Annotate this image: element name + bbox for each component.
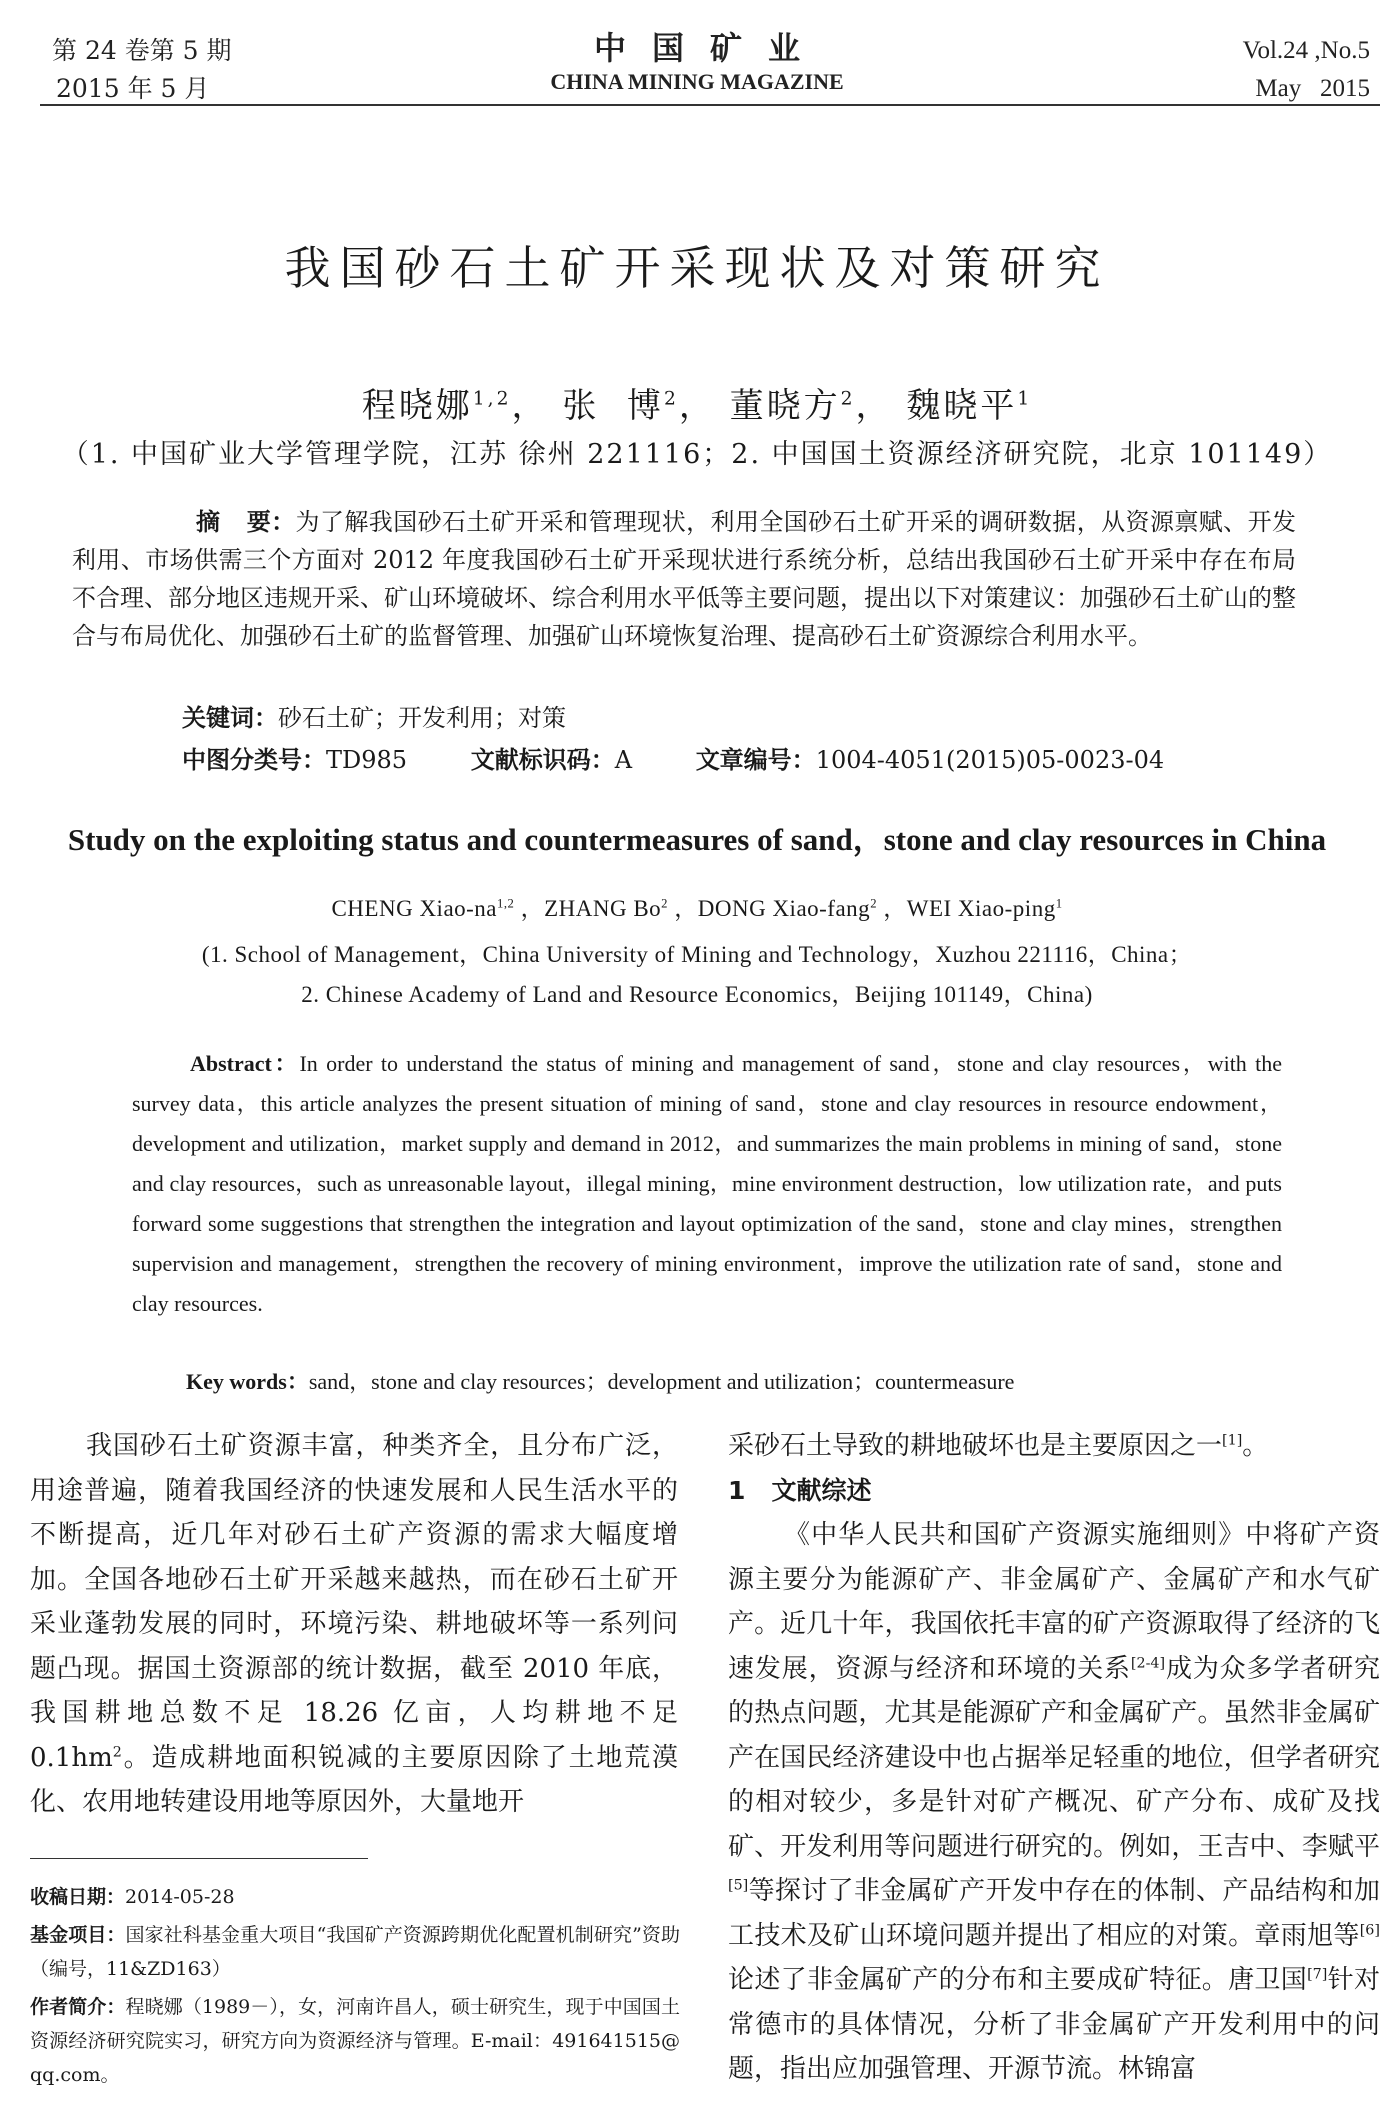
paragraph-text: 论述了非金属矿产的分布和主要成矿特征。唐卫国: [728, 1965, 1308, 1995]
right-first-paragraph: [728, 1424, 1380, 1469]
author-affil-mark: 2: [840, 388, 856, 410]
authors-cn: [0, 378, 1394, 427]
body-right-column: [728, 1424, 1380, 2092]
footnote-fund: [30, 1918, 680, 1986]
citation: [5]: [728, 1877, 749, 1894]
volume-en: Vol.24 ,No.5: [1242, 37, 1370, 64]
received-label: 收稿日期：: [30, 1886, 126, 1908]
footnotes: [30, 1880, 680, 2096]
affiliation-cn: （1. 中国矿业大学管理学院，江苏 徐州 221116；2. 中国国土资源经济研究院，北京 101149）: [61, 439, 1333, 470]
authors-en: [0, 890, 1394, 923]
fund-text: 国家社科基金重大项目“我国矿产资源跨期优化配置机制研究”资助（编号，11&ZD163）: [30, 1924, 680, 1980]
author-name-en: ，WEI Xiao-ping: [883, 896, 1056, 921]
keywords-en: [186, 1364, 1014, 1400]
keywords-cn-text: 砂石土矿；开发利用；对策: [278, 704, 566, 732]
abstract-cn: [72, 503, 1296, 655]
abstract-cn-text: 为了解我国砂石土矿开采和管理现状，利用全国砂石土矿开采的调研数据，从资源禀赋、开发利用、市场供需三个方面对 2012 年度我国砂石土矿开采现状进行系统分析，总结出我国砂石土矿开采中存在布局不合理、部分地区违规开采、矿山环境破坏、综合利用水平低等主要问题，提出以下对策建议：加强砂石土矿山的整合与布局优化、加强砂石土矿的监督管理、加强矿山环境恢复治理、提高砂石土矿资源综合利用水平。: [72, 508, 1296, 650]
doc-code: A: [614, 746, 633, 774]
author-bio-text: 程晓娜（1989－），女，河南许昌人，硕士研究生，现于中国国土资源经济研究院实习，研究方向为资源经济与管理。E-mail：491641515@ qq.com。: [30, 1996, 680, 2086]
author-affil-mark: 1: [1017, 388, 1033, 410]
clc-label: 中图分类号：: [182, 745, 326, 774]
citation: [2-4]: [1130, 1654, 1166, 1671]
author-bio-label: 作者简介：: [30, 1996, 126, 2018]
paragraph-text: 等探讨了非金属矿产开发中存在的体制、产品结构和加工技术及矿山环境问题并提出了相应的对策。章雨旭等: [728, 1876, 1380, 1951]
citation: [6]: [1359, 1921, 1380, 1938]
keywords-en-label: Key words：: [186, 1369, 309, 1394]
author-affil-mark: 2: [663, 388, 679, 410]
doc-code-label: 文献标识码：: [470, 745, 615, 774]
citation: [1]: [1222, 1432, 1243, 1449]
keywords-en-text: sand，stone and clay resources；development and utilization；countermeasure: [308, 1369, 1015, 1394]
author-affil-mark: 2: [870, 896, 878, 911]
author-affil-mark: 2: [661, 896, 668, 911]
citation: [7]: [1307, 1966, 1328, 1983]
intro-paragraph-cont: 。造成耕地面积锐减的主要原因除了土地荒漠化、农用地转建设用地等原因外，大量地开: [30, 1742, 678, 1817]
literature-review-paragraph: [728, 1513, 1380, 2092]
section-heading-1: 1 文献综述: [728, 1475, 872, 1505]
journal-name-cn: 中国矿业: [593, 29, 826, 67]
affiliation-en-2: 2. Chinese Academy of Land and Resource Economics，Beijing 101149，China): [301, 982, 1093, 1007]
article-title-cn: 我国砂石土矿开采现状及对策研究: [284, 241, 1110, 295]
abstract-en-text: In order to understand the status of mining and management of sand，stone and clay resources，with the survey data，this article analyzes the present situation of mining of sand，stone and clay resources in resource endowment，development and utilization，market supply and demand in 2012，and summarizes the main problems in mining of sand，stone and clay resources，such as unreasonable layout，illegal mining，mine environment destruction，low utilization rate，and puts forward some suggestions that strengthen the integration and layout optimization of the sand，stone and clay mines，strengthen supervision and management，strengthen the recovery of mining environment，improve the utilization rate of sand，stone and clay resources.: [132, 1051, 1282, 1316]
author-sep: ，: [678, 386, 716, 426]
author-name: 魏晓平: [906, 386, 1018, 426]
keywords-cn-label: 关键词：: [182, 703, 278, 732]
paragraph-text: 针对常德市的具体情况，分析了非金属矿产开发利用中的问题，指出应加强管理、开源节流。林锦富: [728, 1965, 1380, 2084]
footnote-author: [30, 1990, 680, 2092]
body-left-column: [30, 1424, 678, 1825]
clc-code: TD985: [326, 746, 408, 774]
abstract-cn-label: 摘 要：: [196, 507, 296, 536]
author-affil-mark: 1,2: [472, 388, 512, 410]
author-affil-mark: 1,2: [497, 896, 515, 911]
author-sep: ，: [855, 386, 893, 426]
intro-paragraph: 我国砂石土矿资源丰富，种类齐全，且分布广泛，用途普遍，随着我国经济的快速发展和人民生活水平的不断提高，近几年对砂石土矿产资源的需求大幅度增加。全国各地砂石土矿开采越来越热，而在砂石土矿开采业蓬勃发展的同时，环境污染、耕地破坏等一系列问题凸现。据国土资源部的统计数据，截至 2010 年底，我国耕地总数不足 18.26 亿亩，人均耕地不足 0.1hm: [30, 1431, 678, 1773]
fund-label: 基金项目：: [30, 1924, 126, 1946]
author-name: 程晓娜: [361, 386, 473, 426]
author-name: 张 博: [562, 386, 664, 426]
header-issue-en: [1243, 32, 1370, 108]
classification-line: [182, 742, 1164, 778]
abstract-en-label: Abstract：: [190, 1051, 300, 1076]
author-name-en: CHENG Xiao-na: [331, 896, 498, 921]
footnote-rule: [30, 1858, 368, 1859]
keywords-cn: [182, 700, 566, 736]
author-name-en: ，ZHANG Bo: [520, 896, 662, 921]
received-date: 2014-05-28: [125, 1886, 235, 1908]
author-sep: ，: [511, 386, 549, 426]
journal-masthead: [0, 28, 1394, 96]
article-no-label: 文章编号：: [695, 745, 816, 774]
author-affil-mark: 1: [1055, 896, 1063, 911]
paragraph-text: 采砂石土导致的耕地破坏也是主要原因之一: [728, 1431, 1223, 1461]
author-name: 董晓方: [729, 386, 841, 426]
affiliation-en-1: (1. School of Management，China University of Mining and Technology，Xuzhou 221116，China；: [201, 942, 1193, 967]
volume-cn: 第 24 卷第 5 期: [52, 36, 232, 65]
date-en: May 2015: [1255, 75, 1370, 102]
author-name-en: ，DONG Xiao-fang: [674, 896, 871, 921]
paragraph-text: 《中华人民共和国矿产资源实施细则》中将矿产资源主要分为能源矿产、非金属矿产、金属矿产和水气矿产。近几十年，我国依托丰富的矿产资源取得了经济的飞速发展，资源与经济和环境的关系: [728, 1520, 1380, 1684]
abstract-en: [132, 1044, 1282, 1324]
article-no: 1004-4051(2015)05-0023-04: [815, 746, 1165, 774]
paragraph-text: 成为众多学者研究的热点问题，尤其是能源矿产和金属矿产。虽然非金属矿产在国民经济建设中也占据举足轻重的地位，但学者研究的相对较少，多是针对矿产概况、矿产分布、成矿及找矿、开发利用等问题进行研究的。例如，王吉中、李赋平: [728, 1653, 1380, 1862]
journal-name-en: CHINA MINING MAGAZINE: [550, 69, 844, 94]
article-title-en: Study on the exploiting status and countermeasures of sand，stone and clay resources in China: [67, 822, 1327, 857]
paragraph-end: 。: [1242, 1431, 1269, 1461]
unit-superscript: 2: [112, 1743, 122, 1760]
date-cn: 2015 年 5 月: [56, 74, 210, 103]
footnote-received: [30, 1880, 680, 1914]
header-rule: [40, 104, 1380, 106]
